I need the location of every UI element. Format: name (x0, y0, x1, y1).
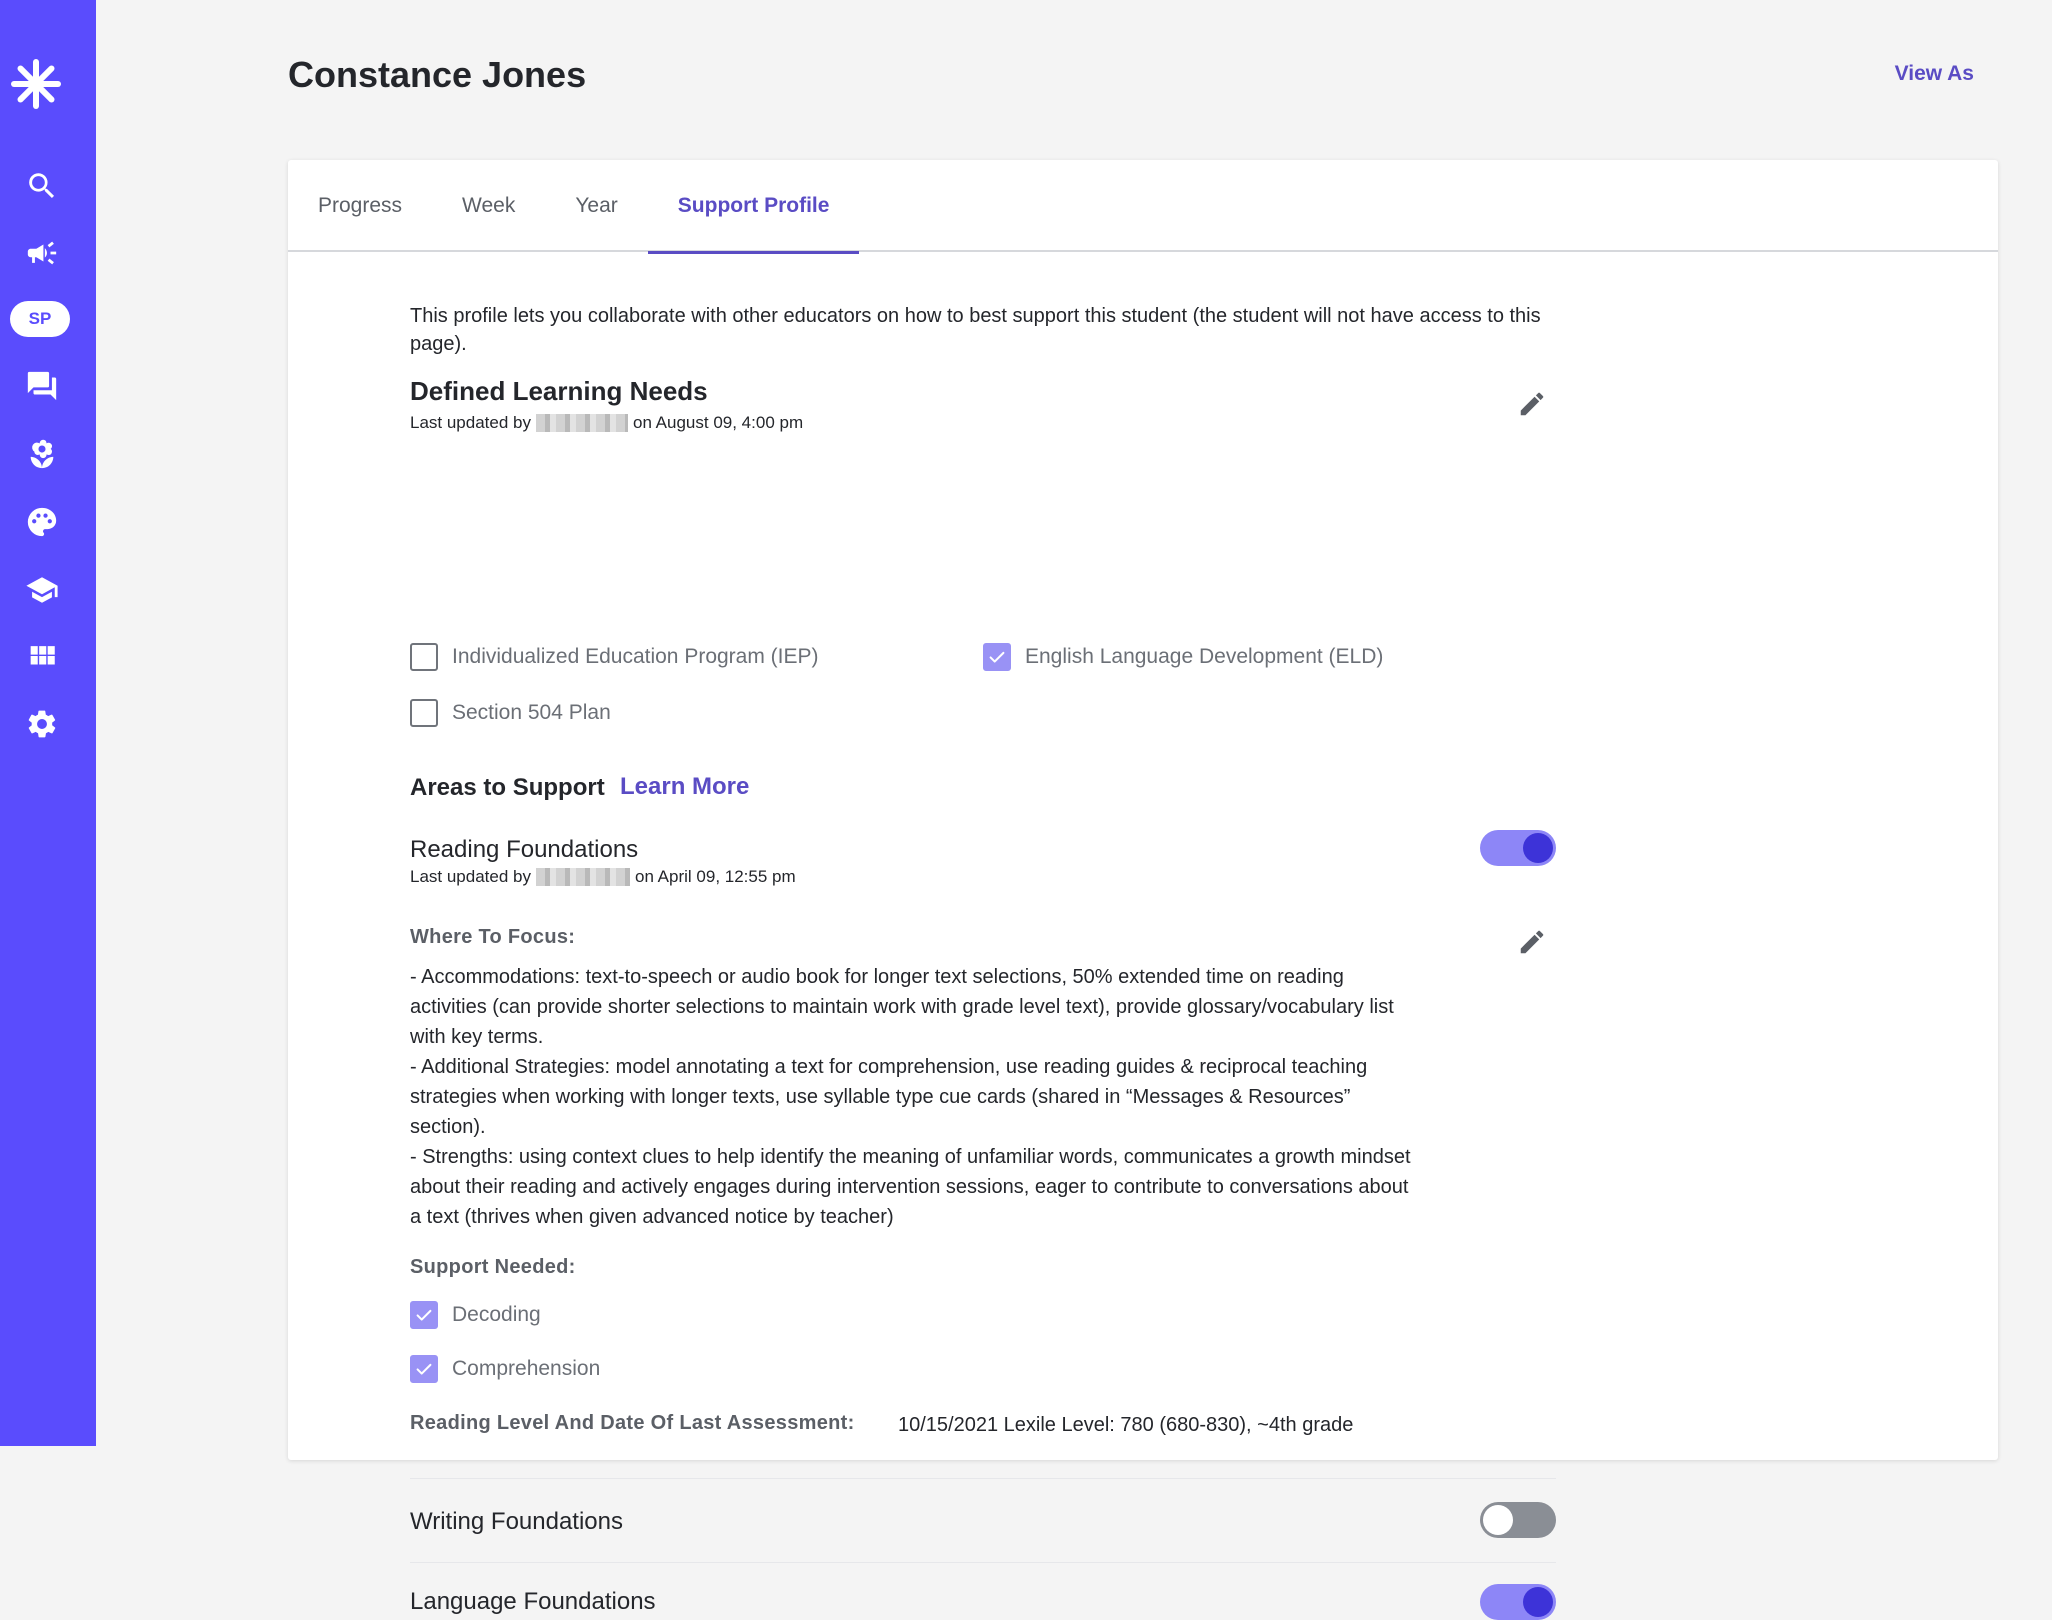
asterisk-logo-icon[interactable] (10, 58, 62, 110)
assessment-value: 10/15/2021 Lexile Level: 780 (680-830), ~4th grade (898, 1414, 1354, 1436)
sprout-icon[interactable] (22, 434, 62, 474)
toggle-knob (1523, 833, 1553, 863)
chat-icon[interactable] (22, 366, 62, 406)
redacted-author (536, 868, 630, 886)
focus-strategies: - Additional Strategies: model annotating a text for comprehension, use reading guides & reciprocal teaching strategies when working with longer texts, use syllable type cue cards (shared in “Messages & Resources” section). (410, 1056, 1368, 1138)
updated-suffix: on August 09, 4:00 pm (632, 413, 804, 432)
where-to-focus-text (410, 962, 1420, 1232)
toggle-knob (1523, 1587, 1553, 1617)
learning-needs-title: Defined Learning Needs (410, 376, 708, 406)
where-to-focus-label: Where To Focus: (410, 926, 576, 948)
megaphone-icon[interactable] (22, 233, 62, 273)
tab-support-profile[interactable]: Support Profile (648, 160, 860, 252)
checkbox-label: Section 504 Plan (452, 701, 611, 724)
grid-icon[interactable] (22, 636, 62, 676)
checkbox-box[interactable] (410, 1355, 438, 1383)
checkbox-label: Decoding (452, 1303, 541, 1326)
edit-reading-focus-icon[interactable] (1514, 924, 1550, 960)
areas-to-support-title: Areas to Support (410, 774, 605, 801)
language-foundations-toggle[interactable] (1480, 1584, 1556, 1620)
page-title: Constance Jones (288, 54, 587, 95)
edit-learning-needs-icon[interactable] (1514, 386, 1550, 422)
checkbox-eld[interactable] (983, 643, 1383, 671)
support-needed-label: Support Needed: (410, 1256, 576, 1278)
language-foundations-title: Language Foundations (410, 1588, 656, 1615)
updated-prefix: Last updated by (410, 413, 531, 432)
writing-foundations-toggle[interactable] (1480, 1502, 1556, 1538)
checkbox-label: Comprehension (452, 1357, 601, 1380)
sidebar (0, 0, 96, 1446)
tab-bar (288, 160, 1998, 252)
check-icon (413, 1358, 435, 1380)
learn-more-link[interactable]: Learn More (620, 773, 750, 800)
assessment-label: Reading Level And Date Of Last Assessment: (410, 1412, 855, 1434)
reading-foundations-title: Reading Foundations (410, 836, 639, 863)
redacted-author (536, 414, 628, 432)
tab-progress[interactable]: Progress (318, 194, 403, 217)
tab-week[interactable]: Week (462, 194, 516, 217)
check-icon (413, 1304, 435, 1326)
search-icon[interactable] (22, 166, 62, 206)
checkbox-decoding[interactable] (410, 1301, 541, 1329)
check-icon (986, 646, 1008, 668)
intro-text: This profile lets you collaborate with other educators on how to best support this student (the student will not have access to this page). (410, 305, 1541, 355)
checkbox-comprehension[interactable] (410, 1355, 600, 1383)
checkbox-label: Individualized Education Program (IEP) (452, 645, 819, 668)
reading-foundations-toggle[interactable] (1480, 830, 1556, 866)
palette-icon[interactable] (22, 502, 62, 542)
updated-suffix: on April 09, 12:55 pm (634, 867, 796, 886)
divider (410, 1478, 1556, 1479)
reading-foundations-updated (410, 867, 796, 887)
view-as-link[interactable]: View As (1894, 62, 1974, 85)
updated-prefix: Last updated by (410, 867, 531, 886)
student-profile-card (288, 160, 1998, 1615)
learning-needs-updated (410, 413, 803, 433)
checkbox-box[interactable] (410, 643, 438, 671)
gear-icon[interactable] (22, 704, 62, 744)
checkbox-box[interactable] (410, 1301, 438, 1329)
checkbox-label: English Language Development (ELD) (1025, 645, 1384, 668)
graduation-cap-icon[interactable] (22, 570, 62, 610)
focus-accommodations: - Accommodations: text-to-speech or audio book for longer text selections, 50% extended time on reading activities (can provide shorter selections to maintain work with grade level text), provide glossary/vocabulary list with key terms. (410, 966, 1394, 1048)
sidebar-item-sp[interactable]: SP (10, 301, 70, 337)
checkbox-box[interactable] (983, 643, 1011, 671)
divider (410, 1562, 1556, 1563)
checkbox-iep[interactable] (410, 643, 819, 671)
checkbox-box[interactable] (410, 699, 438, 727)
toggle-knob (1483, 1505, 1513, 1535)
tab-year[interactable]: Year (575, 194, 618, 217)
focus-strengths: - Strengths: using context clues to help identify the meaning of unfamiliar words, communicates a growth mindset about their reading and actively engages during intervention sessions, eager to contribute to conversations about a text (thrives when given advanced notice by teacher) (410, 1146, 1411, 1228)
writing-foundations-title: Writing Foundations (410, 1508, 623, 1535)
checkbox-section-504[interactable] (410, 699, 611, 727)
